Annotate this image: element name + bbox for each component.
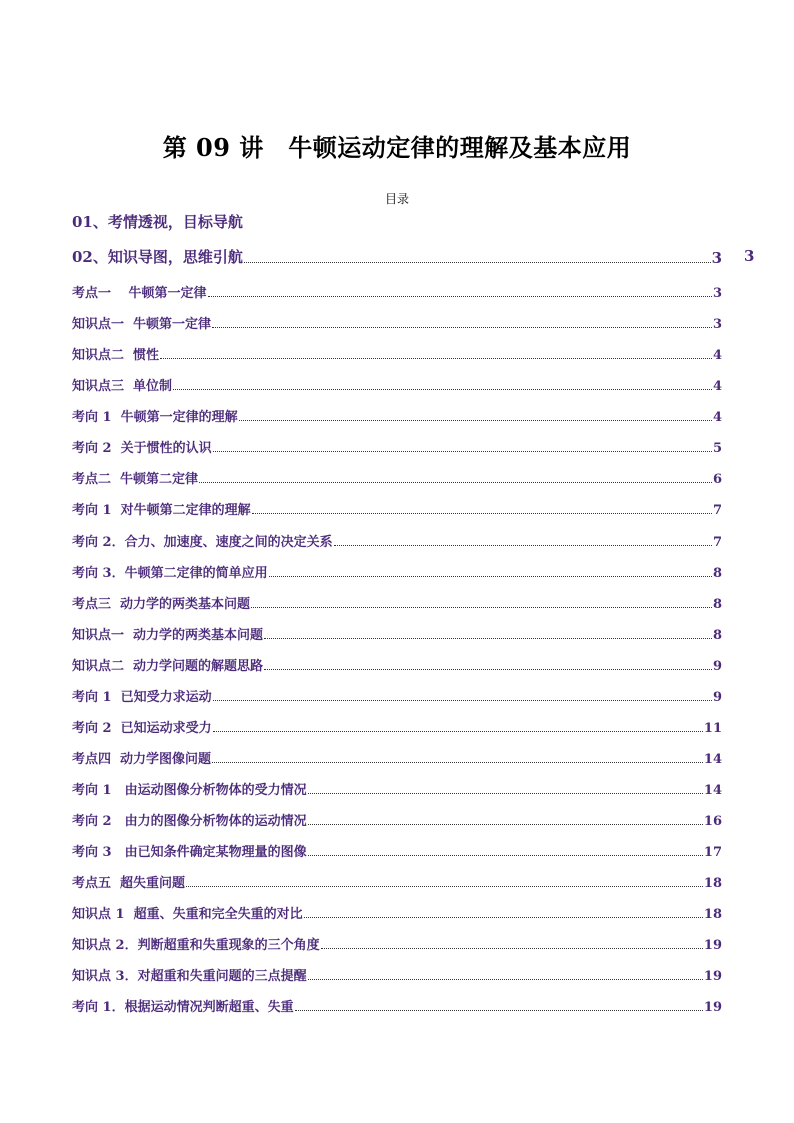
toc-entry[interactable] bbox=[72, 498, 722, 518]
toc-entry[interactable] bbox=[72, 405, 722, 425]
toc-entry[interactable] bbox=[72, 530, 722, 550]
toc-extra-page-number: 3 bbox=[744, 247, 755, 265]
toc-leader-dots bbox=[308, 979, 703, 980]
toc-leader-dots bbox=[251, 607, 712, 608]
toc-heading: 目录 bbox=[384, 192, 409, 206]
toc-entry-label: 知识点 3．对超重和失重问题的三点提醒 bbox=[72, 969, 307, 984]
toc-leader-dots bbox=[212, 762, 703, 763]
toc-entry-page: 5 bbox=[712, 441, 722, 456]
toc-entry-label: 考点三 动力学的两类基本问题 bbox=[72, 597, 251, 612]
toc-entry-page: 18 bbox=[703, 876, 722, 891]
page-title: 第 09 讲 牛顿运动定律的理解及基本应用 bbox=[162, 133, 632, 162]
toc-entry-page: 3 bbox=[712, 317, 722, 332]
toc-entry-page: 9 bbox=[712, 690, 722, 705]
toc-entry-page: 19 bbox=[703, 1000, 722, 1015]
toc-entry-page: 11 bbox=[703, 721, 722, 736]
toc-entry-page: 14 bbox=[703, 752, 722, 767]
toc-entry[interactable] bbox=[72, 840, 722, 860]
toc-entry[interactable] bbox=[72, 243, 722, 267]
toc-entry-label: 02、知识导图，思维引航 bbox=[72, 248, 243, 266]
toc-entry-label: 考点四 动力学图像问题 bbox=[72, 752, 212, 767]
toc-entry-label: 考向 2 已知运动求受力 bbox=[72, 721, 212, 736]
toc-entry-label: 知识点二 动力学问题的解题思路 bbox=[72, 659, 264, 674]
toc-leader-dots bbox=[199, 482, 712, 483]
toc-entry[interactable] bbox=[72, 592, 722, 612]
toc-entry-page: 16 bbox=[703, 814, 722, 829]
toc-entry[interactable] bbox=[72, 654, 722, 674]
toc-leader-dots bbox=[308, 824, 703, 825]
toc-leader-dots bbox=[308, 793, 703, 794]
toc-entry[interactable] bbox=[72, 716, 722, 736]
toc-entry-label: 考向 1．根据运动情况判断超重、失重 bbox=[72, 1000, 294, 1015]
toc-entry[interactable] bbox=[72, 809, 722, 829]
toc-leader-dots bbox=[239, 420, 712, 421]
toc-entry-label: 知识点 2．判断超重和失重现象的三个角度 bbox=[72, 938, 320, 953]
toc-entry-page: 19 bbox=[703, 969, 722, 984]
toc-leader-dots bbox=[173, 389, 712, 390]
toc-entry-label: 知识点一 动力学的两类基本问题 bbox=[72, 628, 264, 643]
toc-entry-label: 考向 2．合力、加速度、速度之间的决定关系 bbox=[72, 535, 333, 550]
toc-entry-page: 18 bbox=[703, 907, 722, 922]
toc-entry-label: 考向 1 已知受力求运动 bbox=[72, 690, 212, 705]
toc-entry-page: 3 bbox=[712, 286, 722, 301]
toc-entry[interactable] bbox=[72, 561, 722, 581]
toc-entry[interactable] bbox=[72, 312, 722, 332]
toc-entry[interactable] bbox=[72, 964, 722, 984]
toc-leader-dots bbox=[213, 451, 712, 452]
toc-leader-dots bbox=[244, 262, 711, 263]
toc-entry-label: 考点二 牛顿第二定律 bbox=[72, 472, 199, 487]
toc-entry-label: 知识点一 牛顿第一定律 bbox=[72, 317, 212, 332]
toc-entry[interactable] bbox=[72, 436, 722, 456]
toc-leader-dots bbox=[264, 638, 712, 639]
toc-entry-label: 考向 3 由已知条件确定某物理量的图像 bbox=[72, 845, 307, 860]
toc-entry[interactable] bbox=[72, 467, 722, 487]
toc-leader-dots bbox=[213, 700, 712, 701]
toc-entry[interactable] bbox=[72, 374, 722, 394]
toc-entry[interactable] bbox=[72, 623, 722, 643]
toc-entry-page: 14 bbox=[703, 783, 722, 798]
toc-entry[interactable] bbox=[72, 685, 722, 705]
toc-leader-dots bbox=[186, 886, 703, 887]
toc-entry-label: 知识点 1 超重、失重和完全失重的对比 bbox=[72, 907, 303, 922]
toc-entry-page: 8 bbox=[712, 566, 722, 581]
toc-entry-page: 7 bbox=[712, 535, 722, 550]
toc-entry-page: 8 bbox=[712, 628, 722, 643]
toc-entry-page: 3 bbox=[711, 249, 722, 267]
toc-leader-dots bbox=[160, 358, 712, 359]
toc-leader-dots bbox=[269, 576, 712, 577]
toc-leader-dots bbox=[208, 296, 712, 297]
toc-entry-label: 考向 1 对牛顿第二定律的理解 bbox=[72, 503, 251, 518]
toc-leader-dots bbox=[252, 513, 712, 514]
toc-leader-dots bbox=[295, 1010, 703, 1011]
toc-entry[interactable] bbox=[72, 343, 722, 363]
toc-entry-label: 知识点三 单位制 bbox=[72, 379, 173, 394]
toc-entry-label: 考向 1 牛顿第一定律的理解 bbox=[72, 410, 238, 425]
toc-entry-label: 考向 3．牛顿第二定律的简单应用 bbox=[72, 566, 268, 581]
toc-entry-page: 9 bbox=[712, 659, 722, 674]
toc-entry-label: 考向 2 关于惯性的认识 bbox=[72, 441, 212, 456]
toc-entry-page: 7 bbox=[712, 503, 722, 518]
toc-entry-page: 4 bbox=[712, 379, 722, 394]
toc-entry-page: 8 bbox=[712, 597, 722, 612]
toc-leader-dots bbox=[308, 855, 703, 856]
toc-entry[interactable] bbox=[72, 208, 722, 232]
toc-entry-label: 考向 1 由运动图像分析物体的受力情况 bbox=[72, 783, 307, 798]
toc-entry[interactable] bbox=[72, 995, 722, 1015]
toc-entry-label: 考点五 超失重问题 bbox=[72, 876, 186, 891]
toc-entry-label: 01、考情透视，目标导航 bbox=[72, 213, 243, 231]
toc-entry[interactable] bbox=[72, 933, 722, 953]
toc-entry-page: 19 bbox=[703, 938, 722, 953]
toc-leader-dots bbox=[334, 545, 712, 546]
toc-entry-label: 考点一 牛顿第一定律 bbox=[72, 286, 207, 301]
toc-leader-dots bbox=[213, 731, 703, 732]
toc-entry-page: 17 bbox=[703, 845, 722, 860]
toc-entry-page: 4 bbox=[712, 348, 722, 363]
toc-leader-dots bbox=[212, 327, 712, 328]
toc-entry-label: 考向 2 由力的图像分析物体的运动情况 bbox=[72, 814, 307, 829]
toc-leader-dots bbox=[321, 948, 703, 949]
toc-entry-page: 4 bbox=[712, 410, 722, 425]
toc-entry[interactable] bbox=[72, 871, 722, 891]
toc-entry-page: 6 bbox=[712, 472, 722, 487]
toc-entry[interactable] bbox=[72, 747, 722, 767]
toc-entry[interactable] bbox=[72, 902, 722, 922]
toc-entry-label: 知识点二 惯性 bbox=[72, 348, 160, 363]
toc-entry[interactable] bbox=[72, 281, 722, 301]
toc-leader-dots bbox=[264, 669, 712, 670]
toc-entry[interactable] bbox=[72, 778, 722, 798]
toc-leader-dots bbox=[304, 917, 703, 918]
